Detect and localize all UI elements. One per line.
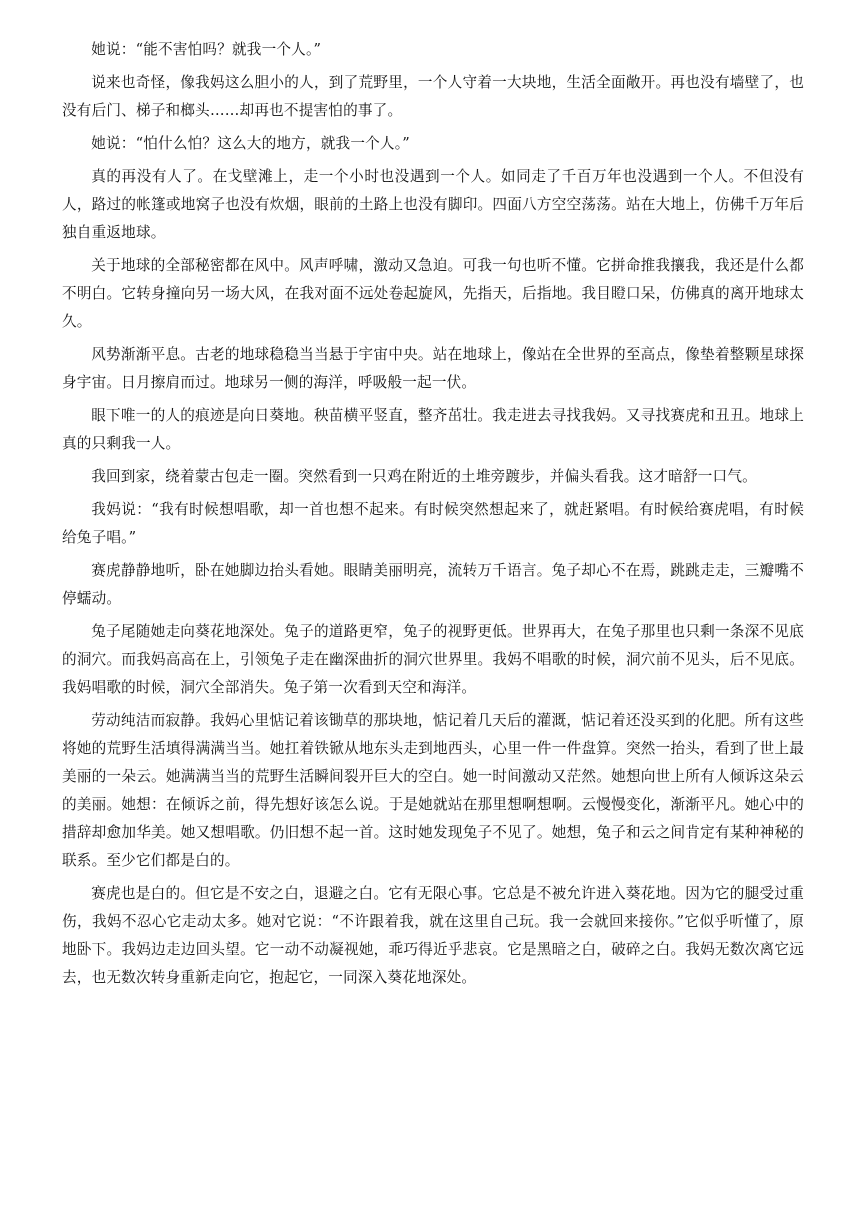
paragraph-4: 真的再没有人了。在戈壁滩上，走一个小时也没遇到一个人。如同走了千百万年也没遇到一个人。不但没有人，路过的帐篷或地窝子也没有炊烟，眼前的土路上也没有脚印。四面八方空空荡荡。站在大地上，仿佛千万年后独自重返地球。 [62,168,804,241]
paragraph-13: 赛虎也是白的。但它是不安之白，退避之白。它有无限心事。它总是不被允许进入葵花地。因为它的腿受过重伤，我妈不忍心它走动太多。她对它说：“不许跟着我，就在这里自己玩。我一会就回来接你。”它似乎听懂了，原地卧下。我妈边走边回头望。它一动不动凝视她，乖巧得近乎悲哀。它是黑暗之白，破碎之白。我妈无数次离它远去，也无数次转身重新走向它，抱起它，一同深入葵花地深处。 [62,885,804,986]
paragraph-1: 她说：“能不害怕吗？就我一个人。” [91,41,322,58]
paragraph-3: 她说：“怕什么怕？这么大的地方，就我一个人。” [91,135,410,152]
document-page [62,36,804,997]
paragraph-11: 兔子尾随她走向葵花地深处。兔子的道路更窄，兔子的视野更低。世界再大，在兔子那里也只剩一条深不见底的洞穴。而我妈高高在上，引领兔子走在幽深曲折的洞穴世界里。我妈不唱歌的时候，洞穴前不见头，后不见底。我妈唱歌的时候，洞穴全部消失。兔子第一次看到天空和海洋。 [62,623,804,696]
paragraph-8: 我回到家，绕着蒙古包走一圈。突然看到一只鸡在附近的土堆旁踱步，并偏头看我。这才暗舒一口气。 [91,468,757,485]
paragraph-6: 风势渐渐平息。古老的地球稳稳当当悬于宇宙中央。站在地球上，像站在全世界的至高点，像垫着整颗星球探身宇宙。日月擦肩而过。地球另一侧的海洋，呼吸般一起一伏。 [62,346,804,391]
paragraph-5: 关于地球的全部秘密都在风中。风声呼啸，激动又急迫。可我一句也听不懂。它拼命推我攘我，我还是什么都不明白。它转身撞向另一场大风，在我对面不远处卷起旋风，先指天，后指地。我目瞪口呆，仿佛真的离开地球太久。 [62,257,804,330]
paragraph-2: 说来也奇怪，像我妈这么胆小的人，到了荒野里，一个人守着一大块地，生活全面敞开。再也没有墙壁了，也没有后门、梯子和榔头……却再也不提害怕的事了。 [62,74,804,119]
paragraph-10: 赛虎静静地听，卧在她脚边抬头看她。眼睛美丽明亮，流转万千语言。兔子却心不在焉，跳跳走走，三瓣嘴不停蠕动。 [62,562,804,607]
paragraph-9: 我妈说：“我有时候想唱歌，却一首也想不起来。有时候突然想起来了，就赶紧唱。有时候给赛虎唱，有时候给兔子唱。” [62,501,804,546]
paragraph-7: 眼下唯一的人的痕迹是向日葵地。秧苗横平竖直，整齐茁壮。我走进去寻找我妈。又寻找赛虎和丑丑。地球上真的只剩我一人。 [62,407,804,452]
paragraph-12: 劳动纯洁而寂静。我妈心里惦记着该锄草的那块地，惦记着几天后的灌溉，惦记着还没买到的化肥。所有这些将她的荒野生活填得满满当当。她扛着铁锨从地东头走到地西头，心里一件一件盘算。突然一抬头，看到了世上最美丽的一朵云。她满满当当的荒野生活瞬间裂开巨大的空白。她一时间激动又茫然。她想向世上所有人倾诉这朵云的美丽。她想：在倾诉之前，得先想好该怎么说。于是她就站在那里想啊想啊。云慢慢变化，渐渐平凡。她心中的措辞却愈加华美。她又想唱歌。仍旧想不起一首。这时她发现兔子不见了。她想，兔子和云之间肯定有某种神秘的联系。至少它们都是白的。 [62,712,804,869]
